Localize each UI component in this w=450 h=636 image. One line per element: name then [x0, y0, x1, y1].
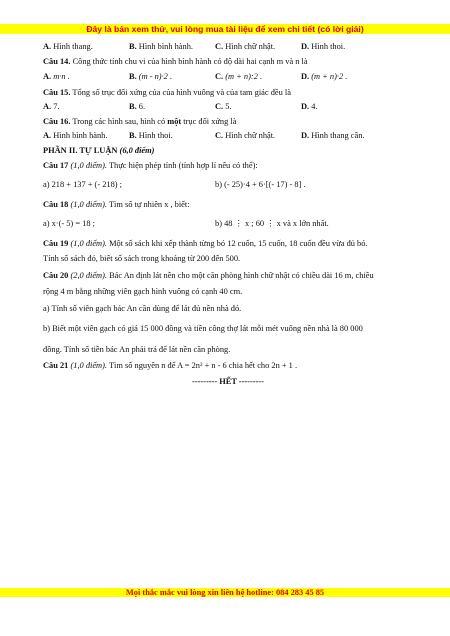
option-label: A. [43, 42, 52, 51]
q20-line2: rộng 4 m bằng những viên gạch hình vuông có cạnh 40 cm. [43, 287, 243, 297]
question-15 [43, 86, 413, 101]
option-text: Hình thang. [53, 42, 93, 51]
question-text: trục đối xứng là [181, 116, 237, 126]
hotline-footer: Mọi thắc mắc vui lòng xin liên hệ hotline: 084 283 45 85 [0, 588, 450, 597]
option-label: D. [301, 131, 310, 141]
option-label: A. [43, 102, 52, 112]
q20-part-b2: đồng. Tính số tiền bác An phải trả để lát nền căn phòng. [43, 344, 231, 354]
q18-parts [43, 216, 413, 233]
option-text: 7. [53, 102, 60, 112]
question-points: (2,0 điểm). [70, 270, 107, 280]
option-label: C. [215, 72, 224, 82]
question-text: Thực hiện phép tính (tính hợp lí nếu có thể): [108, 160, 258, 170]
q17-parts [43, 177, 413, 194]
part-a: a) 218 + 137 + (- 218) ; [43, 180, 122, 190]
option-text: Hình bình hành. [138, 42, 193, 51]
section-points: (6,0 điểm) [119, 146, 155, 156]
option-text: (m - n)·2 . [138, 72, 173, 82]
question-label: Câu 18 [43, 199, 69, 209]
q14-options [43, 69, 413, 86]
option-label: D. [301, 72, 310, 82]
question-text: Công thức tính chu vi của hình bình hành có độ dài hai cạnh m và n là [72, 56, 308, 66]
question-19 [43, 237, 413, 252]
option-label: C. [215, 131, 224, 141]
section-title: PHẦN II. TỰ LUẬN [43, 146, 118, 156]
option-text: (m + n):2 . [225, 72, 263, 82]
option-text: Hình thoi. [311, 42, 346, 51]
question-text: Tổng số trục đối xứng của của hình vuông và của tam giác đều là [72, 87, 291, 97]
q15-options [43, 100, 413, 115]
question-17 [43, 159, 413, 174]
part-a: a) x·(- 5) = 18 ; [43, 219, 95, 229]
option-label: C. [215, 42, 224, 51]
question-points: (1,0 điểm). [70, 361, 107, 371]
question-label: Câu 21 [43, 361, 69, 371]
q20-part-a: a) Tính số viên gạch bác An cần dùng để lát đủ nền nhà đó. [43, 303, 242, 313]
question-label: Câu 19 [43, 238, 69, 248]
question-points: (1,0 điểm). [70, 238, 107, 248]
option-label: B. [129, 42, 137, 51]
end-marker: --------- HẾT --------- [192, 376, 264, 386]
question-20 [43, 268, 413, 285]
question-14 [43, 55, 413, 70]
question-text: Bác An định lát nền cho một căn phòng hình chữ nhật có chiều dài 16 m, chiều [109, 270, 374, 280]
option-label: B. [129, 72, 137, 82]
option-label: A. [43, 131, 52, 141]
option-text: Hình thang cân. [311, 131, 365, 141]
option-text: Hình thoi. [138, 131, 173, 141]
part-b: b) 48 ⋮ x ; 60 ⋮ x và x lớn nhất. [215, 219, 329, 229]
question-emphasis: một [167, 116, 182, 126]
question-16 [43, 115, 413, 130]
question-18 [43, 198, 413, 213]
option-text: m·n . [53, 72, 70, 82]
q20-part-b1: b) Biết một viên gạch có giá 15 000 đồng và tiền công thợ lát mỗi mét vuông nền nhà là 80 000 [43, 324, 363, 334]
option-text: 6. [138, 102, 146, 112]
option-text: Hình bình hành. [53, 131, 108, 141]
option-text: (m + n)·2 . [311, 72, 348, 82]
part-b: b) (- 25)·4 + 6·[(- 17) - 8] . [215, 180, 306, 190]
preview-banner: Đây là bản xem thử, vui lòng mua tài liệu để xem chi tiết (có lời giải) [0, 24, 450, 34]
question-points: (1,0 điểm). [70, 160, 107, 170]
question-label: Câu 14. [43, 56, 71, 66]
question-label: Câu 16. [43, 116, 71, 126]
question-text: Trong các hình sau, hình có [72, 116, 168, 126]
option-text: Hình chữ nhật. [225, 131, 276, 141]
q19-line2: Tính số sách đó, biết số sách trong khoảng từ 200 đến 500. [43, 254, 241, 264]
option-label: A. [43, 72, 52, 82]
option-label: C. [215, 102, 224, 112]
option-text: 4. [311, 102, 318, 112]
question-text: Tìm số tự nhiên x , biết: [108, 199, 190, 209]
question-label: Câu 15. [43, 87, 71, 97]
q13-options [43, 40, 413, 55]
option-text: Hình chữ nhật. [225, 42, 276, 51]
question-points: (1,0 điểm). [70, 199, 107, 209]
question-label: Câu 17 [43, 160, 69, 170]
question-21 [43, 358, 413, 375]
part2-heading [43, 144, 413, 159]
option-label: B. [129, 102, 137, 112]
question-text: Tìm số nguyên n để A = 2n² + n - 6 chia hết cho 2n + 1 . [108, 361, 298, 371]
question-label: Câu 20 [43, 270, 69, 280]
option-label: D. [301, 102, 310, 112]
question-text: Một số sách khi xếp thành từng bó 12 cuốn, 15 cuốn, 18 cuốn đều vừa đủ bó. [109, 238, 368, 248]
q16-options [43, 129, 413, 144]
document-body [43, 40, 413, 390]
option-label: B. [129, 131, 137, 141]
option-text: 5. [225, 102, 232, 112]
option-label: D. [301, 42, 310, 51]
